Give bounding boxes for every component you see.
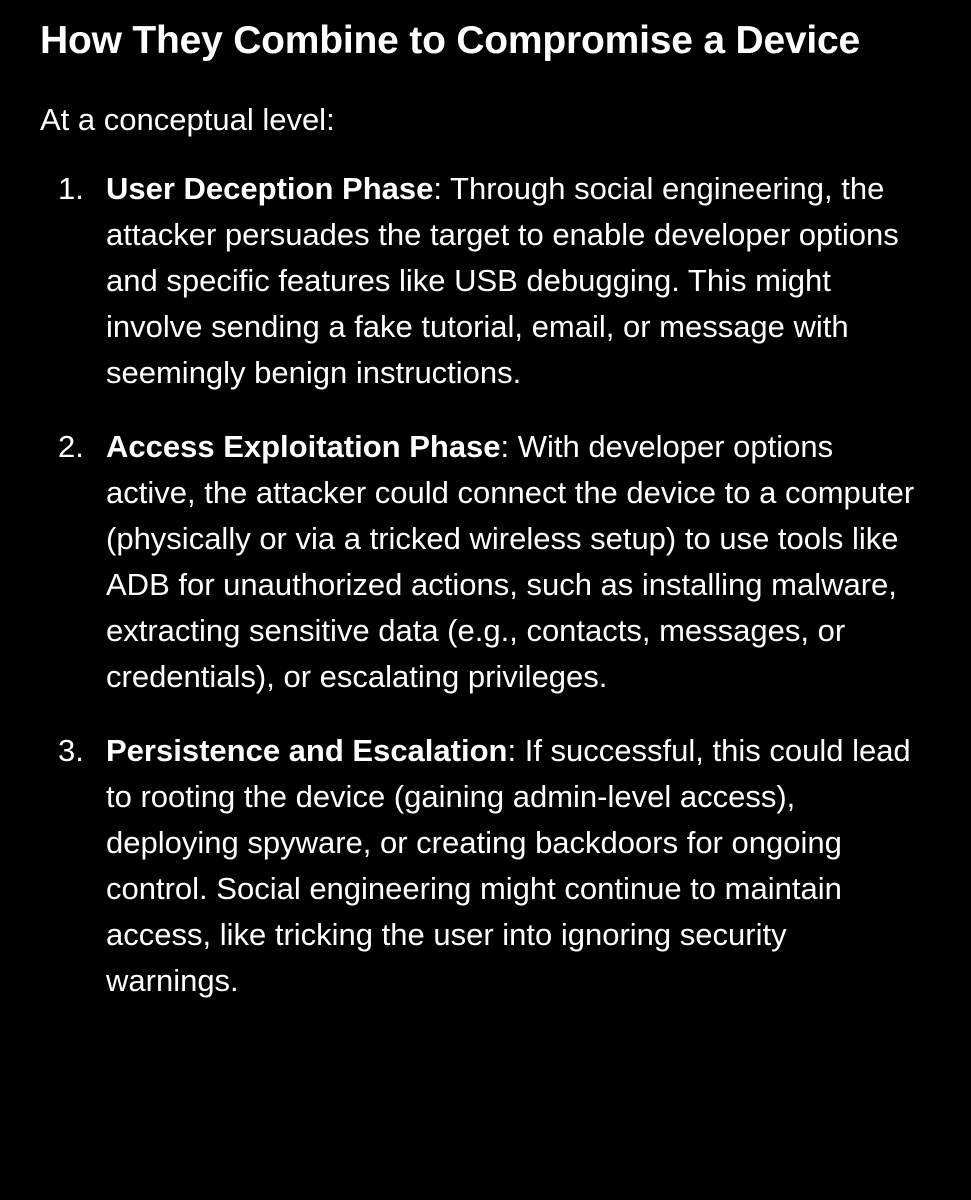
list-item-text: If successful, this could lead to rooting the device (gaining admin-level access), deploying spyware, or creating backdoors for ongoing control. Social engineering might continue to maintain access, like tricking the user into ignoring security warnings. <box>106 733 911 998</box>
list-item-term: User Deception Phase <box>106 171 434 206</box>
list-item-number: 3. <box>58 733 84 768</box>
list-item-number: 2. <box>58 429 84 464</box>
list-item-text: Through social engineering, the attacker persuades the target to enable developer options and specific features like USB debugging. This might involve sending a fake tutorial, email, or message with seemingly benign instructions. <box>106 171 899 390</box>
list-item-body <box>106 166 931 396</box>
list-item-term: Access Exploitation Phase <box>106 429 501 464</box>
list-item-text: With developer options active, the attacker could connect the device to a computer (physically or via a tricked wireless setup) to use tools like ADB for unauthorized actions, such as installing malware, extracting sensitive data (e.g., contacts, messages, or credentials), or escalating privileges. <box>106 429 915 694</box>
list-item-body <box>106 728 931 1004</box>
intro-text: At a conceptual level: <box>40 102 335 137</box>
list-item-number: 1. <box>58 171 84 206</box>
list-item-term: Persistence and Escalation <box>106 733 508 768</box>
list-item-separator: : <box>507 733 517 768</box>
section-heading: How They Combine to Compromise a Device <box>40 19 861 62</box>
numbered-list <box>40 166 931 1004</box>
list-item <box>40 728 931 1004</box>
list-item <box>40 424 931 700</box>
list-item-separator: : <box>500 429 510 464</box>
list-item-separator: : <box>433 171 442 206</box>
list-item-body <box>106 424 931 700</box>
list-item <box>40 166 931 396</box>
